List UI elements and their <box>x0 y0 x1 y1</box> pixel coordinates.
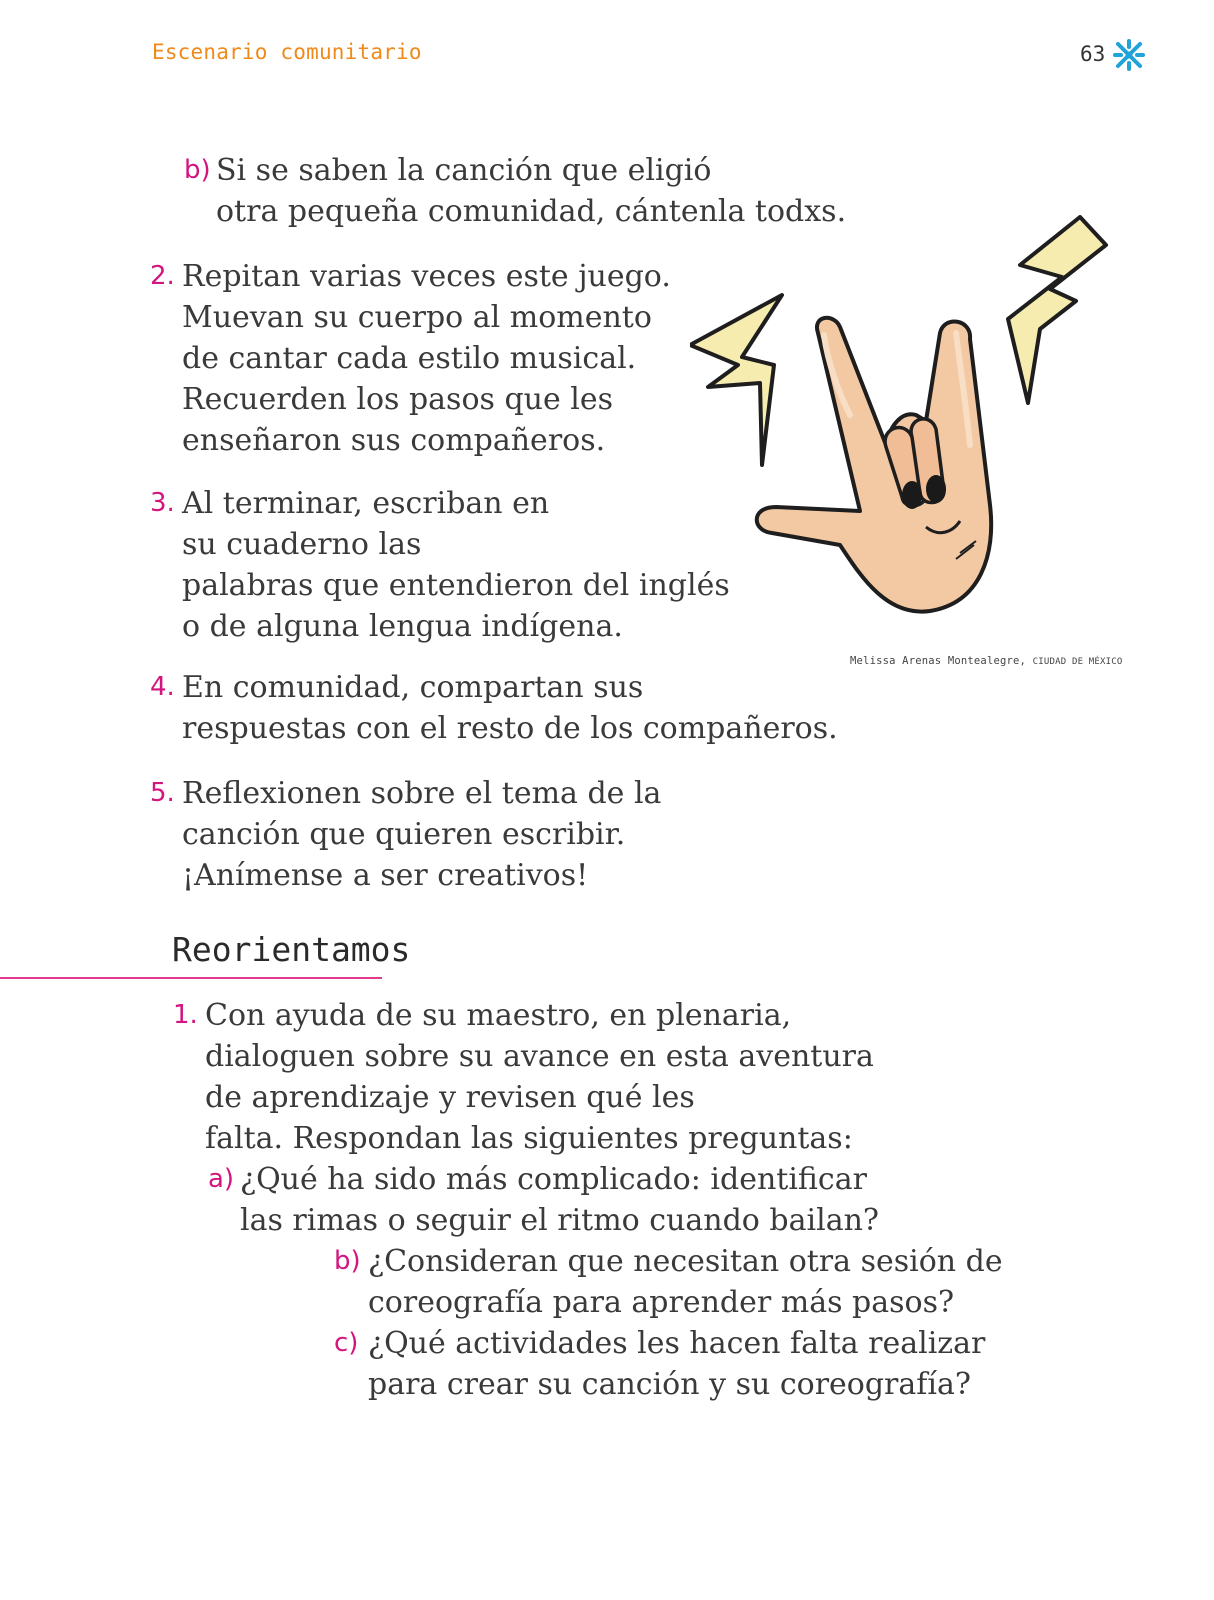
section-heading: Reorientamos <box>172 930 411 969</box>
section-divider <box>0 977 382 979</box>
list-marker: 5. <box>150 778 175 808</box>
list-marker: 2. <box>150 261 175 291</box>
list-marker: c) <box>334 1328 359 1358</box>
list-marker: b) <box>184 155 211 185</box>
list-item-text: Repitan varias veces este juego. Muevan su cuerpo al momento de cantar cada estilo musical. Recuerden los pasos que les enseñaron sus compañeros. <box>182 259 671 458</box>
list-item-text: En comunidad, compartan sus respuestas con el resto de los compañeros. <box>182 670 838 746</box>
list-item-text: ¿Qué actividades les hacen falta realizar para crear su canción y su coreografía? <box>368 1326 986 1402</box>
section-header-title: Escenario comunitario <box>152 40 422 64</box>
list-marker: 4. <box>150 672 175 702</box>
list-marker: b) <box>334 1246 361 1276</box>
list-item <box>334 1323 1008 1405</box>
credit-place: CIUDAD DE MÉXICO <box>1032 657 1123 667</box>
list-item <box>150 773 682 896</box>
list-marker: 3. <box>150 488 175 518</box>
list-item-text: Con ayuda de su maestro, en plenaria, dialoguen sobre su avance en esta aventura de aprendizaje y revisen qué les falta. Respondan las siguientes preguntas: <box>205 998 874 1156</box>
book-logo-icon <box>1112 38 1146 72</box>
page-number: 63 <box>1080 42 1106 66</box>
list-marker: 1. <box>173 1000 198 1030</box>
list-item-text: ¿Consideran que necesitan otra sesión de coreografía para aprender más pasos? <box>368 1244 1003 1320</box>
list-item-text: Reflexionen sobre el tema de la canción que quieren escribir. ¡Anímense a ser creativos! <box>182 776 662 893</box>
list-item <box>208 1159 900 1241</box>
list-item-text: Al terminar, escriban en su cuaderno las palabras que entendieron del inglés o de alguna lengua indígena. <box>182 486 730 644</box>
rock-hand-illustration <box>690 215 1130 635</box>
list-item-text: ¿Qué ha sido más complicado: identificar las rimas o seguir el ritmo cuando bailan? <box>240 1162 879 1238</box>
list-item <box>150 667 838 749</box>
list-item <box>150 256 671 461</box>
list-item <box>334 1241 1008 1323</box>
credit-name: Melissa Arenas Montealegre, <box>850 655 1027 667</box>
list-item <box>150 483 730 647</box>
lightning-bolt-left-icon <box>690 295 782 465</box>
hand-icon <box>757 318 991 612</box>
list-item <box>173 995 925 1159</box>
illustration-credit <box>850 655 1123 667</box>
lightning-bolt-right-icon <box>1008 217 1106 403</box>
list-item-text: Si se saben la canción que eligió otra pequeña comunidad, cántenla todxs. <box>216 153 847 229</box>
list-marker: a) <box>208 1164 235 1194</box>
